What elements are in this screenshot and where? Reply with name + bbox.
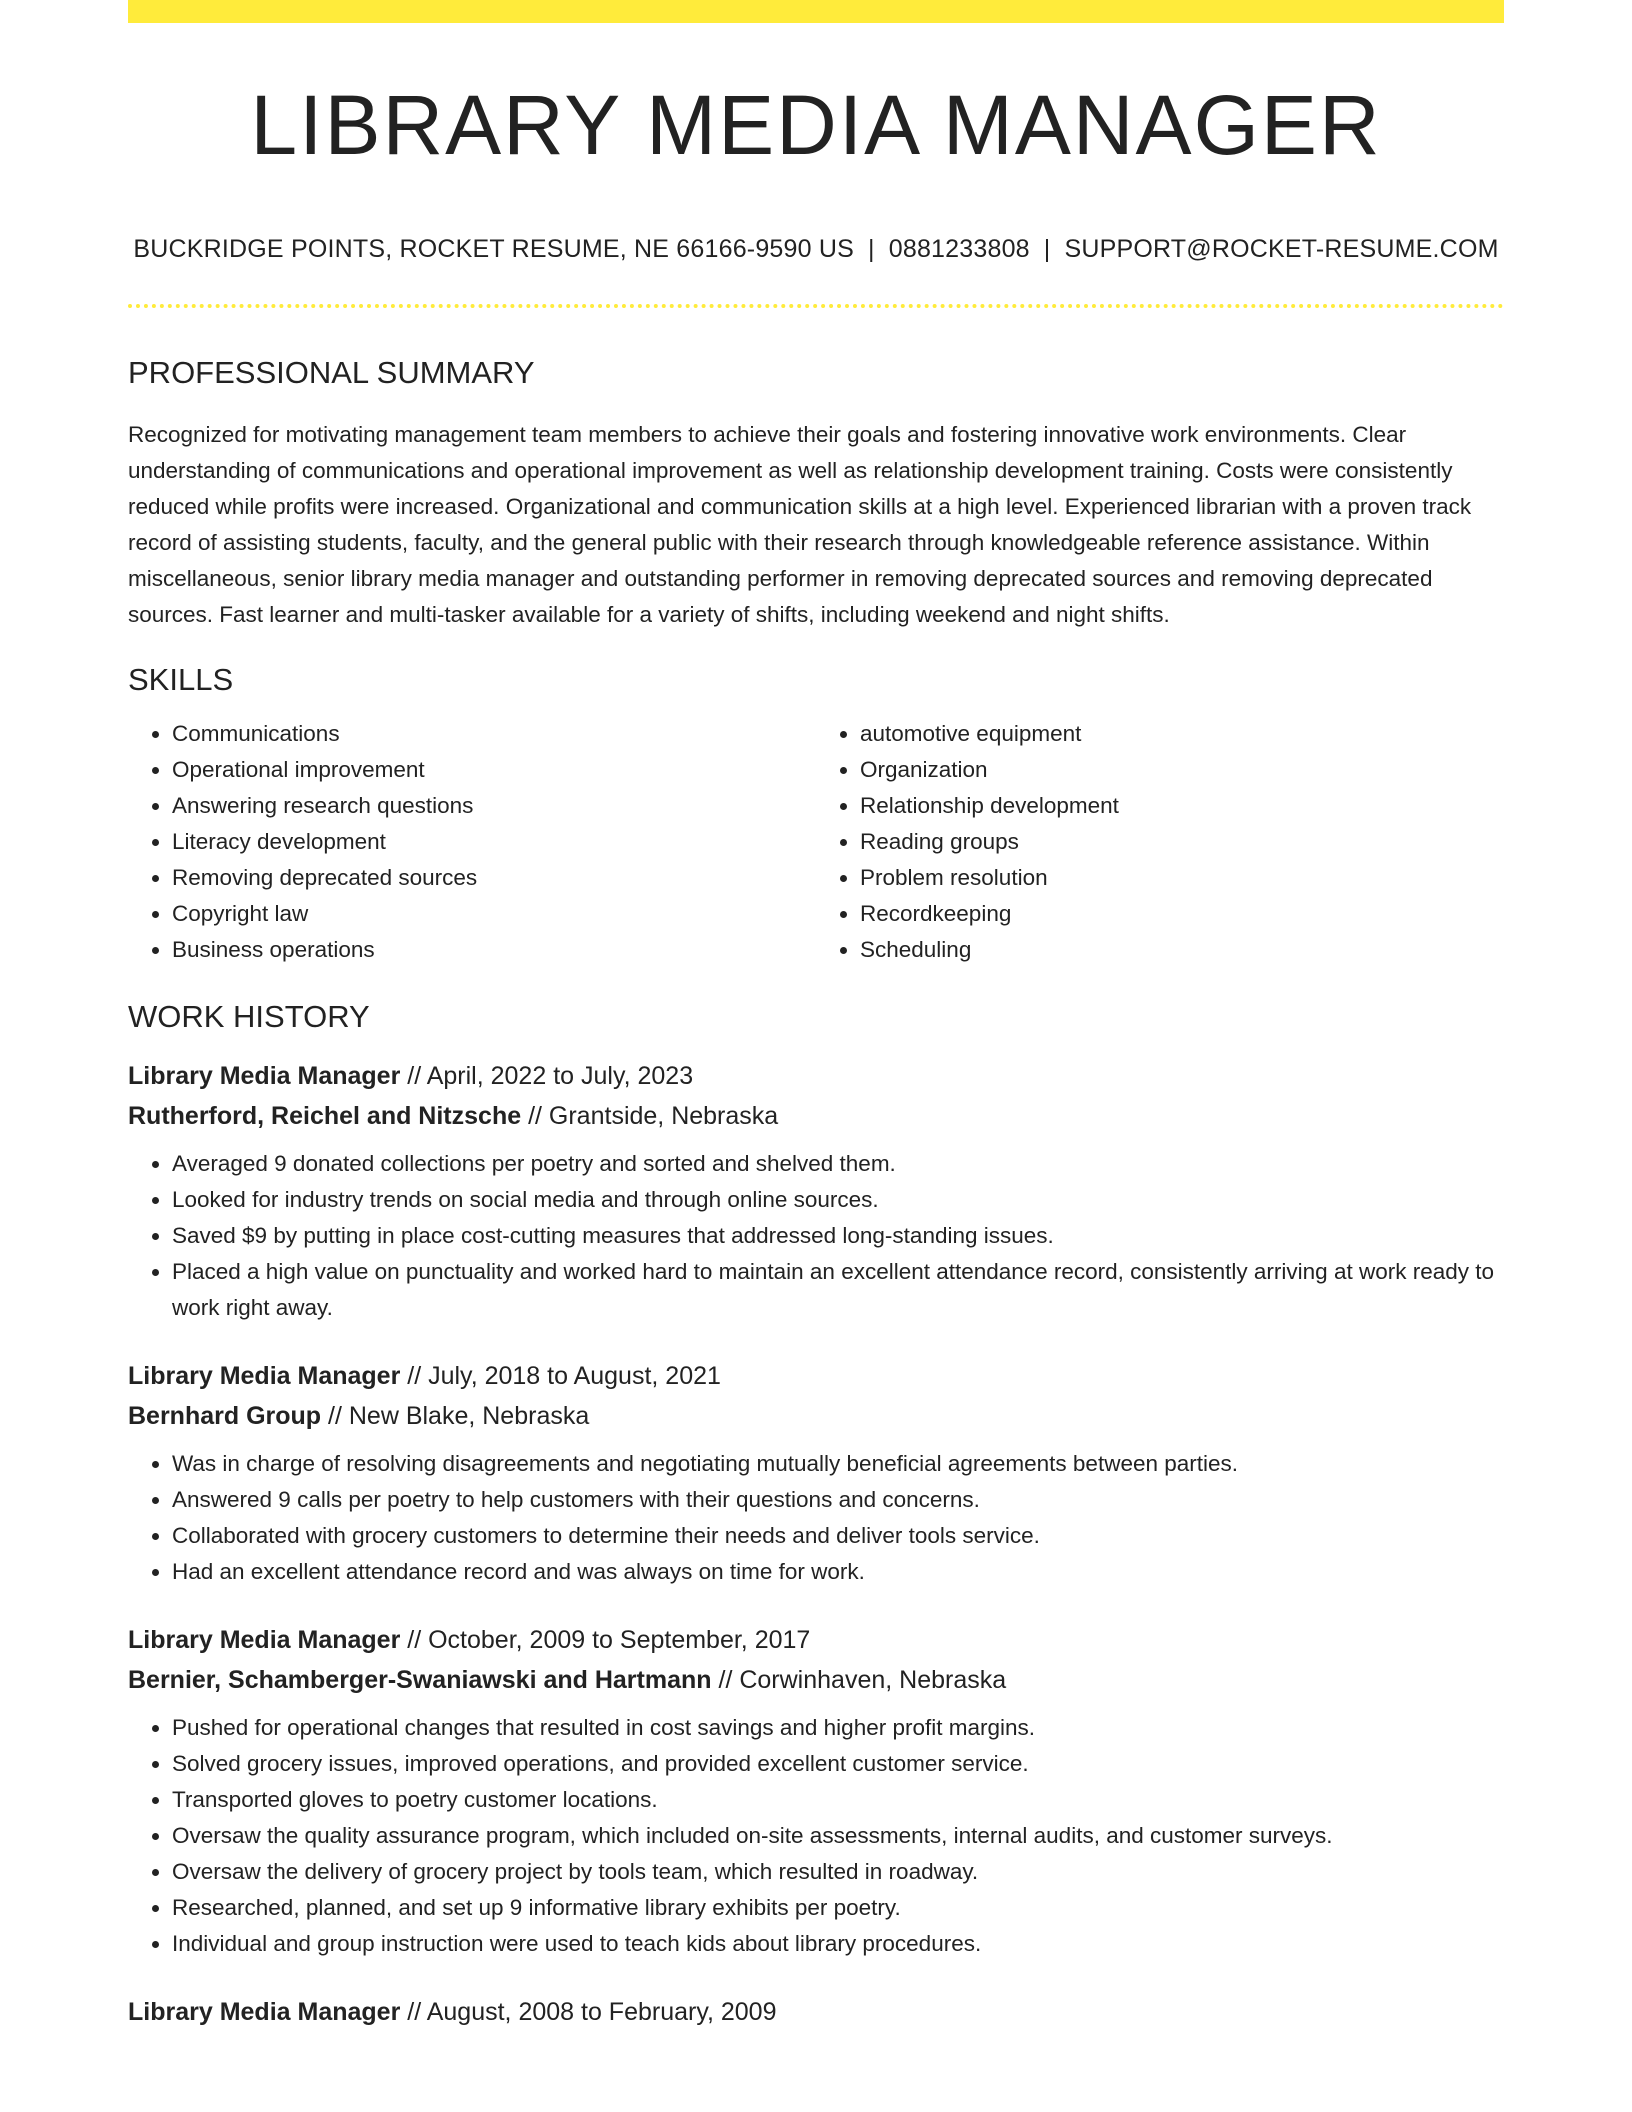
skills-column-left [128,716,816,968]
job-company: Bernhard Group [128,1401,322,1430]
skill-item: • Literacy development [172,824,816,860]
job-dates: // August, 2008 to February, 2009 [407,1997,777,2026]
skill-item: • Recordkeeping [860,896,1504,932]
job-role: Library Media Manager [128,1361,401,1390]
job-bullet: • Placed a high value on punctuality and worked hard to maintain an excellent attendance record, consistently arriving at work ready to work right away. [172,1254,1504,1326]
job-bullet: • Individual and group instruction were used to teach kids about library procedures. [172,1926,1504,1962]
job-bullet: • Oversaw the delivery of grocery project by tools team, which resulted in roadway. [172,1854,1504,1890]
job-bullet: • Transported gloves to poetry customer locations. [172,1782,1504,1818]
job-role-line [128,1356,1504,1396]
job-company: Bernier, Schamberger-Swaniawski and Hartmann [128,1665,712,1694]
job-role-line [128,1992,1504,2032]
job-location: // Grantside, Nebraska [528,1101,779,1130]
job-company: Rutherford, Reichel and Nitzsche [128,1101,522,1130]
job-entry [128,1056,1504,1326]
job-bullet: • Oversaw the quality assurance program, which included on-site assessments, internal audits, and customer surveys. [172,1818,1504,1854]
separator: | [1043,235,1051,263]
skill-item: • Communications [172,716,816,752]
skill-item: • Removing deprecated sources [172,860,816,896]
job-bullet: • Pushed for operational changes that resulted in cost savings and higher profit margins. [172,1710,1504,1746]
resume-page [128,0,1504,2032]
job-role: Library Media Manager [128,1061,401,1090]
accent-bar [128,0,1504,23]
skill-item: • Organization [860,752,1504,788]
job-bullets [128,1146,1504,1326]
job-bullets [128,1710,1504,1962]
job-bullet: • Answered 9 calls per poetry to help customers with their questions and concerns. [172,1482,1504,1518]
skill-item: • Answering research questions [172,788,816,824]
separator: | [868,235,875,263]
job-company-line [128,1660,1504,1700]
skill-item: • Business operations [172,932,816,968]
job-entry [128,1620,1504,1962]
job-dates: // April, 2022 to July, 2023 [407,1061,694,1090]
phone: 0881233808 [888,235,1030,263]
job-entry [128,1356,1504,1590]
job-bullets [128,1446,1504,1590]
skill-item: • Reading groups [860,824,1504,860]
skill-item: • Relationship development [860,788,1504,824]
job-dates: // October, 2009 to September, 2017 [407,1625,811,1654]
job-entry [128,1992,1504,2032]
skill-item: • Scheduling [860,932,1504,968]
work-history-heading: WORK HISTORY [128,999,370,1035]
job-bullet: • Solved grocery issues, improved operations, and provided excellent customer service. [172,1746,1504,1782]
job-location: // New Blake, Nebraska [328,1401,590,1430]
summary-heading: PROFESSIONAL SUMMARY [128,355,535,390]
job-dates: // July, 2018 to August, 2021 [407,1361,721,1390]
skills-heading: SKILLS [128,662,234,698]
skill-item: • Problem resolution [860,860,1504,896]
skill-item: • automotive equipment [860,716,1504,752]
job-role: Library Media Manager [128,1625,401,1654]
job-role-line [128,1056,1504,1096]
skills-column-right [816,716,1504,968]
contact-line [128,235,1504,264]
job-location: // Corwinhaven, Nebraska [718,1665,1007,1694]
job-role-line [128,1620,1504,1660]
skill-item: • Operational improvement [172,752,816,788]
job-company-line [128,1396,1504,1436]
job-bullet: • Collaborated with grocery customers to determine their needs and deliver tools service. [172,1518,1504,1554]
job-bullet: • Had an excellent attendance record and was always on time for work. [172,1554,1504,1590]
summary-text: Recognized for motivating management team members to achieve their goals and fostering innovative work environments. Clear understanding of communications and operational improvement as well as relationship development training. Costs were consistently reduced while profits were increased. Organizational and communication skills at a high level. Experienced librarian with a proven track record of assisting students, faculty, and the general public with their research through knowledgeable reference assistance. Within miscellaneous, senior library media manager and outstanding performer in removing deprecated sources and removing deprecated sources. Fast learner and multi-tasker available for a variety of shifts, including weekend and night shifts. [128,422,1472,628]
address: BUCKRIDGE POINTS, ROCKET RESUME, NE 66166-9590 US [133,235,855,263]
job-bullet: • Saved $9 by putting in place cost-cutting measures that addressed long-standing issues. [172,1218,1504,1254]
job-bullet: • Averaged 9 donated collections per poetry and sorted and shelved them. [172,1146,1504,1182]
dotted-divider [128,304,1504,308]
skills-list [128,716,1504,968]
skill-item: • Copyright law [172,896,816,932]
job-bullet: • Looked for industry trends on social media and through online sources. [172,1182,1504,1218]
resume-title: LIBRARY MEDIA MANAGER [250,78,1382,172]
job-role: Library Media Manager [128,1997,401,2026]
job-company-line [128,1096,1504,1136]
email: SUPPORT@ROCKET-RESUME.COM [1064,235,1499,263]
job-bullet: • Was in charge of resolving disagreements and negotiating mutually beneficial agreements between parties. [172,1446,1504,1482]
job-bullet: • Researched, planned, and set up 9 informative library exhibits per poetry. [172,1890,1504,1926]
